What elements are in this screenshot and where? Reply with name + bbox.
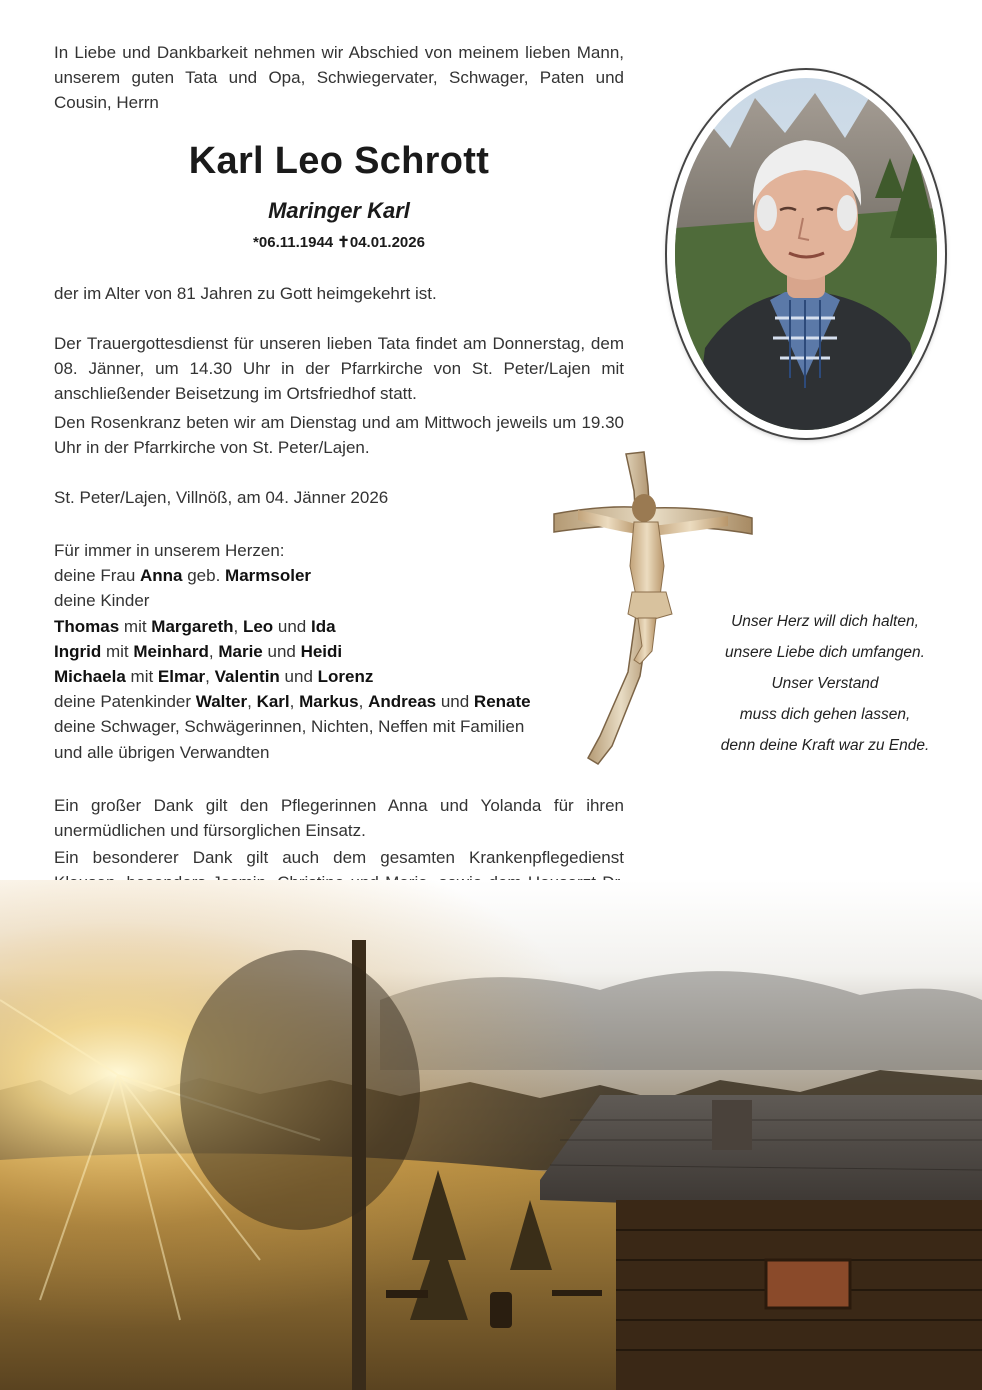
family-godchildren: deine Patenkinder Walter, Karl, Markus, Andreas und Renate xyxy=(54,692,531,712)
family-list xyxy=(54,538,584,765)
life-dates: *06.11.1944 ✝04.01.2026 xyxy=(253,234,425,251)
portrait-frame xyxy=(667,70,945,438)
rosary-text: Den Rosenkranz beten wir am Dienstag und am Mittwoch jeweils um 19.30 Uhr in der Pfarrkirche von St. Peter/Lajen. xyxy=(54,413,624,457)
family-child-2: Ingrid mit Meinhard, Marie und Heidi xyxy=(54,641,343,661)
thanks-care-service: Ein besonderer Dank gilt auch dem gesamten Krankenpflegedienst xyxy=(54,848,624,867)
verse-line: denn deine Kraft war zu Ende. xyxy=(720,737,930,754)
deceased-name: Karl Leo Schrott xyxy=(188,140,490,182)
family-wife: deine Frau Anna geb. Marmsoler xyxy=(54,566,312,586)
verse-block xyxy=(700,606,950,761)
verse-line: Unser Verstand xyxy=(771,675,879,692)
family-child-3: Michaela mit Elmar, Valentin und Lorenz xyxy=(54,667,374,687)
verse-line: muss dich gehen lassen, xyxy=(739,706,911,723)
intro-text: In Liebe und Dankbarkeit nehmen wir Abschied von meinem lieben Mann, unserem guten Tata und Opa, Schwiegervater, Schwager, Paten und Cousin, Herrn xyxy=(54,43,624,112)
portrait-photo xyxy=(675,78,937,430)
deceased-nickname: Maringer Karl xyxy=(268,198,410,223)
funeral-service-text: Der Trauergottesdienst für unseren lieben Tata findet am Donnerstag, dem 08. Jänner, um 14.30 Uhr in der Pfarrkirche von St. Peter/Lajen mit anschließender Beisetzung im Ortsfriedhof statt. xyxy=(54,334,624,403)
family-heading: Für immer in unserem Herzen: xyxy=(54,541,285,560)
portrait-illustration xyxy=(675,78,937,430)
family-others: und alle übrigen Verwandten xyxy=(54,742,270,762)
age-line: der im Alter von 81 Jahren zu Gott heimgekehrt ist. xyxy=(54,284,437,303)
thanks-caregivers: Ein großer Dank gilt den Pflegerinnen Anna und Yolanda für ihren unermüdlichen und fürsorglichen Einsatz. xyxy=(54,796,624,840)
place-date: St. Peter/Lajen, Villnöß, am 04. Jänner 2026 xyxy=(54,488,389,507)
verse-line: unsere Liebe dich umfangen. xyxy=(725,644,925,661)
landscape-image xyxy=(0,880,982,1390)
family-children-label: deine Kinder xyxy=(54,591,150,611)
family-relatives: deine Schwager, Schwägerinnen, Nichten, Neffen mit Familien xyxy=(54,717,525,737)
family-child-1: Thomas mit Margareth, Leo und Ida xyxy=(54,616,336,636)
verse-line: Unser Herz will dich halten, xyxy=(731,613,919,630)
